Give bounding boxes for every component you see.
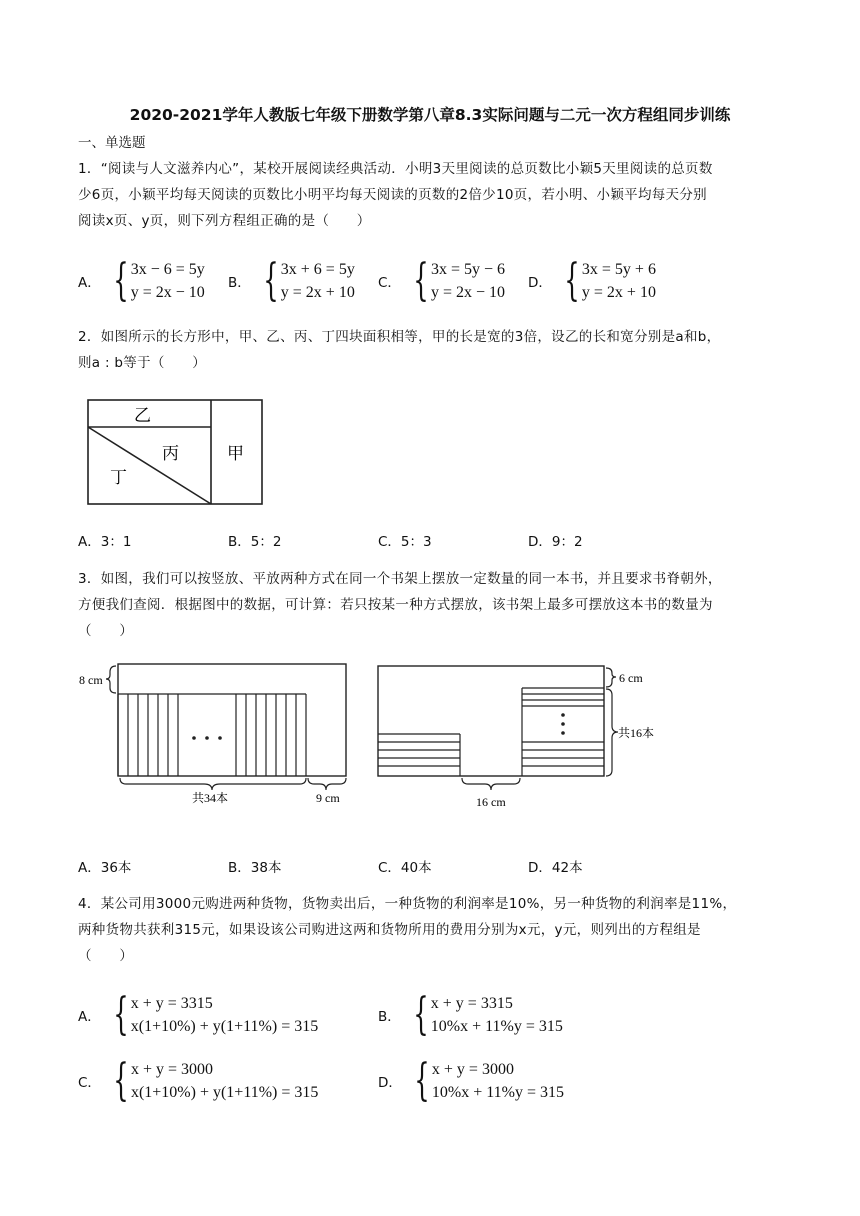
document-title: 2020-2021学年人教版七年级下册数学第八章8.3实际问题与二元一次方程组同步训练 [129,106,731,124]
q3-option-b: B．38本 [228,860,282,876]
q4-option-d: D． { x + y = 3000 10%x + 11%y = 315 [378,1055,565,1106]
bookshelf-horizontal-figure [374,660,664,810]
brace-icon: { [564,255,580,306]
question-1-line-2: 少6页，小颖平均每天阅读的页数比小明平均每天阅读的页数的2倍少10页，若小明、小颖平均每天分别 [78,187,707,203]
question-4 [78,891,788,969]
q2-option-c: C．5：3 [378,534,432,550]
label-jia: 甲 [227,444,244,463]
label-yi: 乙 [134,406,151,425]
label-ding: 丁 [110,468,127,487]
left-gap-dim: 9 cm [316,791,340,805]
q1-option-a: A． { 3x − 6 = 5y y = 2x − 10 [78,255,205,306]
question-4-line-3: （ ） [78,948,134,964]
q4-option-c: C． { x + y = 3000 x(1+10%) + y(1+11%) = 315 [78,1055,319,1106]
question-4-line-2: 两种货物共获利315元，如果设该公司购进这两和货物所用的费用分别为x元，y元，则列出的方程组是 [78,922,701,938]
question-2-line-1: 2．如图所示的长方形中，甲、乙、丙、丁四块面积相等，甲的长是宽的3倍，设乙的长和宽分别是a和b， [78,329,721,345]
left-top-dim: 8 cm [79,673,103,687]
label-bing: 丙 [162,444,179,463]
rectangle-figure [86,398,264,506]
q4-option-b: B． { x + y = 3315 10%x + 11%y = 315 [378,989,563,1040]
question-3-line-3: （ ） [78,623,134,639]
q1-option-c: C． { 3x = 5y − 6 y = 2x − 10 [378,255,505,306]
brace-icon: { [263,255,279,306]
q3-option-c: C．40本 [378,860,432,876]
right-bottom-dim: 16 cm [476,795,506,809]
brace-icon: { [413,255,429,306]
q4-option-a: A． { x + y = 3315 x(1+10%) + y(1+11%) = 315 [78,989,319,1040]
question-1 [78,156,788,234]
brace-icon: { [413,989,429,1040]
section-heading: 一、单选题 [78,135,146,151]
question-3-line-1: 3．如图，我们可以按竖放、平放两种方式在同一个书架上摆放一定数量的同一本书，并且要求书脊朝外， [78,571,722,587]
question-3 [78,566,788,644]
q2-option-d: D．9：2 [528,534,583,550]
bookshelf-vertical-figure [76,660,351,810]
q1-option-b: B． { 3x + 6 = 5y y = 2x + 10 [228,255,355,306]
question-1-line-3: 阅读x页、y页，则下列方程组正确的是（ ） [78,213,371,229]
left-count: 共34本 [192,791,229,805]
right-count: 共16本 [618,726,655,740]
right-top-dim: 6 cm [619,671,643,685]
brace-icon: { [113,989,129,1040]
q1-option-d: D． { 3x = 5y + 6 y = 2x + 10 [528,255,656,306]
brace-icon: { [414,1055,430,1106]
q2-option-b: B．5：2 [228,534,282,550]
q3-option-a: A．36本 [78,860,132,876]
question-3-line-2: 方便我们查阅．根据图中的数据，可计算：若只按某一种方式摆放，该书架上最多可摆放这本书的数量为 [78,597,713,613]
question-2-line-2: 则a : b等于（ ） [78,355,207,371]
question-2 [78,324,788,376]
q3-option-d: D．42本 [528,860,583,876]
brace-icon: { [113,1055,129,1106]
q2-option-a: A．3：1 [78,534,132,550]
brace-icon: { [113,255,129,306]
question-4-line-1: 4．某公司用3000元购进两种货物，货物卖出后，一种货物的利润率是10%，另一种货物的利润率是11%， [78,896,737,912]
question-1-line-1: 1．“阅读与人文滋养内心”，某校开展阅读经典活动．小明3天里阅读的总页数比小颖5天里阅读的总页数 [78,161,713,177]
